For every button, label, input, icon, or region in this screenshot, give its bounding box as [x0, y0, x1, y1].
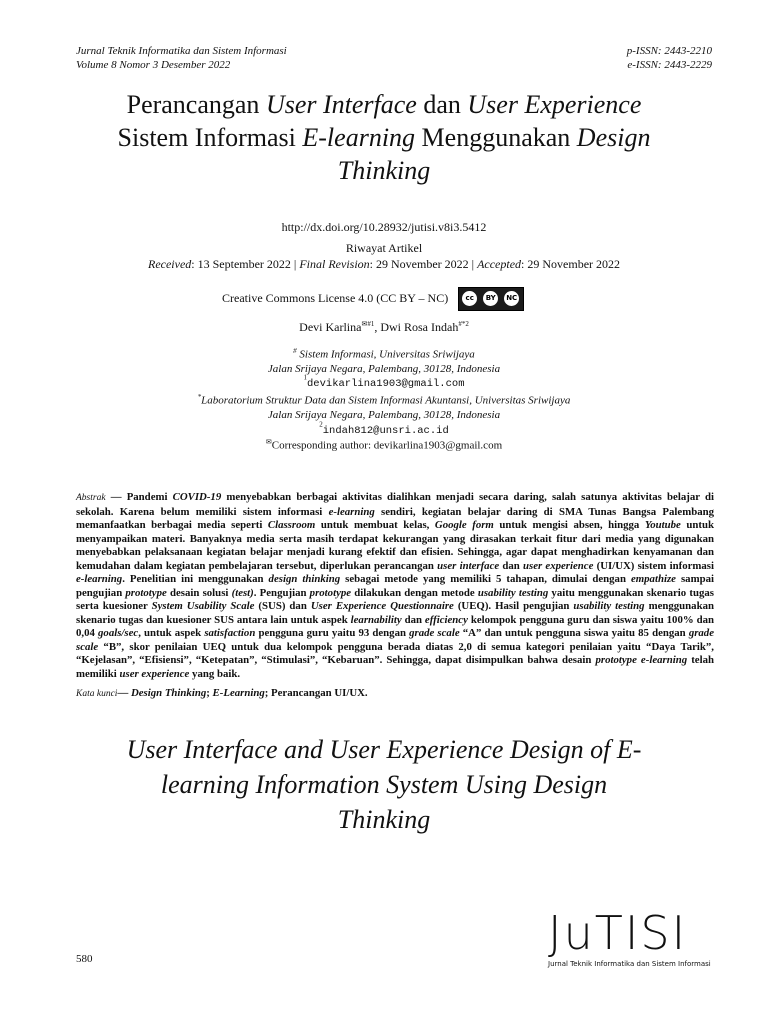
abstract-text: sampai pengujian: [76, 573, 714, 599]
abstract-term: satisfaction: [204, 627, 256, 639]
abstract-term: e-learning: [328, 505, 375, 518]
received-date: : 13 September 2022 |: [191, 257, 300, 271]
title-part: Menggunakan: [415, 123, 577, 152]
abstract-term: learnability: [350, 613, 402, 626]
abstract-term: empathize: [630, 573, 676, 585]
mail-icon: ✉: [265, 438, 272, 446]
email-1: [0, 373, 768, 391]
abstract-text: yaitu menggunakan skenario tugas serta kuesioner: [76, 586, 715, 612]
abstract-term: prototype: [309, 586, 352, 599]
aff-name: Sistem Informasi, Universitas Sriwijaya: [296, 348, 475, 361]
keyword-separator: ;: [206, 687, 213, 699]
corresponding-text: Corresponding author: devikarlina1903@gmail.com: [271, 439, 503, 452]
abstract-term: usability testing: [477, 586, 549, 599]
abstract-text: untuk mengisi absen, hingga: [493, 519, 645, 531]
abstract-term: Youtube: [644, 519, 681, 531]
abstract-text: untuk membuat kelas,: [315, 519, 435, 531]
logo-subtitle: Jurnal Teknik Informatika dan Sistem Informasi: [548, 960, 711, 968]
abstract-term: User Experience Questionnaire: [310, 600, 454, 612]
abstract-term: COVID-19: [172, 491, 222, 503]
abstract-text: . Penelitian ini menggunakan: [122, 573, 269, 585]
abstract-text: untuk menyampaikan materi. Banyaknya media serta masih terdapat kekurangan yang dirasakan terkait fitur dari media yang digunakan menyebabkan pelaksanaan kegiatan belajar menjadi kurang efektif dan efisien. Sehingga, agar dapat menghadirkan kenyamanan dan kemudahan dalam kegiatan pembelajaran tersebut, diperlukan perancangan: [76, 519, 714, 572]
corresponding-author: [0, 438, 768, 452]
author-name: Devi Karlina: [299, 320, 362, 334]
abstract-text: , untuk aspek: [138, 627, 205, 639]
by-icon: BY: [483, 291, 498, 306]
aff-address: Jalan Srijaya Negara, Palembang, 30128, Indonesia: [267, 362, 501, 375]
english-title-line: User Interface and User Experience Design of E-: [126, 735, 642, 764]
journal-name: Jurnal Teknik Informatika dan Sistem Informasi: [76, 45, 287, 57]
abstract-term: efficiency: [424, 613, 468, 626]
authors: [0, 320, 768, 335]
abstract-text: dan: [499, 559, 523, 572]
page-number: 580: [76, 953, 93, 965]
abstract-text: sebagai metode yang memiliki 5 tahapan, dimulai dengan: [340, 573, 631, 585]
journal-header-right: [627, 44, 712, 72]
abstract-text: (UI/UX) sistem informasi: [593, 559, 714, 572]
keyword: Design Thinking: [130, 687, 207, 699]
english-title: [60, 732, 708, 837]
accepted-label: Accepted: [477, 257, 522, 271]
title-part: E-learning: [302, 123, 416, 152]
aff-sup: #: [293, 347, 297, 355]
affiliation-2: [0, 390, 768, 422]
abstract-text: yang baik.: [189, 667, 241, 680]
title-part: User Experience: [467, 90, 642, 119]
abstract-term: goals/sec: [98, 627, 139, 639]
cc-by-nc-badge-icon[interactable]: [458, 287, 524, 311]
article-history: [0, 257, 768, 272]
affiliation-1: [0, 344, 768, 376]
english-title-line: learning Information System Using Design: [160, 770, 608, 799]
abstract-term: System Usability Scale: [151, 600, 255, 612]
abstract-term: e-learning: [76, 573, 123, 585]
abstract-term: usability testing: [573, 600, 645, 612]
abstract-term: user interface: [437, 559, 500, 572]
abstract-text: “A” dan untuk pengguna siswa yaitu 85 dengan: [459, 627, 689, 639]
abstract-text: . Pengujian: [253, 586, 310, 599]
abstract: [76, 491, 714, 681]
email-2: [0, 420, 768, 438]
keyword: ; Perancangan UI/UX.: [264, 687, 368, 699]
abstract-text: (SUS) dan: [254, 600, 311, 612]
author-name: Dwi Rosa Indah: [380, 320, 459, 334]
author-separator: ,: [374, 320, 381, 334]
abstract-text: dilakukan dengan metode: [351, 586, 478, 599]
abstract-term: user experience: [523, 559, 594, 572]
journal-header-left: [76, 44, 287, 72]
jutisi-logo: [548, 906, 724, 968]
cc-icon: cc: [462, 291, 477, 306]
received-label: Received: [147, 257, 192, 271]
abstract-text: (UEQ). Hasil pengujian: [453, 600, 574, 612]
abstract-text: menggunakan skenario tugas dan kuesioner SUS antara lain untuk aspek: [76, 600, 714, 626]
keyword: E-Learning: [212, 687, 265, 699]
abstract-term: user experience: [119, 667, 190, 680]
keywords-dash: —: [117, 687, 131, 699]
email-sup: 2: [319, 420, 323, 429]
abstract-term: prototype: [125, 586, 167, 599]
abstract-text: dan: [401, 613, 425, 626]
title-part: Sistem Informasi: [117, 123, 303, 152]
abstract-text: menyebabkan berbagai aktivitas dialihkan menjadi secara daring, salah satunya aktivitas belajar di sekolah. Karena belum memiliki sistem informasi: [76, 491, 714, 518]
abstract-text: desain solusi: [166, 586, 232, 599]
article-history-label: Riwayat Artikel: [345, 241, 423, 255]
keywords-label: Kata kunci: [76, 689, 118, 699]
abstract-label: Abstrak: [76, 493, 106, 503]
abstract-term: grade scale: [76, 627, 715, 653]
abstract-text: sendiri, kegiatan belajar daring di SMA Tunas Bangsa Palembang memanfaatkan berbagai media seperti: [76, 505, 715, 531]
email-sup: 1: [303, 373, 307, 382]
abstract-text: Pandemi: [126, 491, 173, 503]
abstract-text: kelompok pengguna guru dan siswa yaitu 100% dan 0,04: [76, 613, 714, 639]
license-row: [222, 287, 524, 311]
accepted-date: : 29 November 2022: [521, 257, 621, 271]
final-revision-date: : 29 November 2022 |: [369, 257, 478, 271]
logo-wordmark: JuTISI: [548, 906, 688, 960]
aff-sup: *: [197, 393, 202, 401]
abstract-term: prototype e-learning: [595, 654, 688, 666]
journal-volume: Volume 8 Nomor 3 Desember 2022: [76, 59, 231, 71]
abstract-text: telah memiliki: [76, 654, 714, 680]
abstract-term: (test): [231, 586, 254, 599]
abstract-text: pengguna guru yaitu 93 dengan: [255, 627, 410, 639]
english-title-line: Thinking: [337, 805, 431, 834]
aff-address: Jalan Srijaya Negara, Palembang, 30128, Indonesia: [267, 408, 501, 421]
pissn: p-ISSN: 2443-2210: [626, 45, 712, 57]
author-sup: #*2: [458, 320, 469, 328]
keywords: [76, 687, 368, 699]
abstract-dash: —: [105, 491, 127, 503]
abstract-term: Classroom: [267, 519, 316, 531]
abstract-term: grade scale: [409, 627, 460, 639]
author-sup: ✉#1: [361, 320, 375, 328]
abstract-term: design thinking: [268, 573, 341, 585]
eissn: e-ISSN: 2443-2229: [627, 59, 712, 71]
aff-name: Laboratorium Struktur Data dan Sistem Informasi Akuntansi, Universitas Sriwijaya: [201, 394, 571, 407]
title-part: Thinking: [337, 156, 431, 185]
doi-link[interactable]: http://dx.doi.org/10.28932/jutisi.v8i3.5412: [281, 220, 487, 234]
final-revision-label: Final Revision: [299, 257, 370, 271]
title-part: User Interface: [265, 90, 417, 119]
email-address[interactable]: indah812@unsri.ac.id: [322, 425, 449, 437]
license-text: Creative Commons License 4.0 (CC BY – NC): [222, 291, 449, 305]
nc-icon: NC: [504, 291, 519, 306]
paper-title: [40, 88, 728, 187]
email-address[interactable]: devikarlina1903@gmail.com: [306, 378, 465, 390]
title-part: Perancangan: [126, 90, 266, 119]
title-part: dan: [416, 90, 468, 119]
abstract-term: Google form: [434, 519, 494, 531]
abstract-text: “B”, skor penilaian UEQ untuk dua kelompok pengguna berada diatas 2,0 di semua kategori penilaian yaitu “Daya Tarik”, “Kejelasan”, “Efisiensi”, “Ketepatan”, “Stimulasi”, “Kebaruan”. Sehingga, dapat disimpulkan bahwa desain: [76, 640, 714, 666]
title-part: Design: [576, 123, 651, 152]
